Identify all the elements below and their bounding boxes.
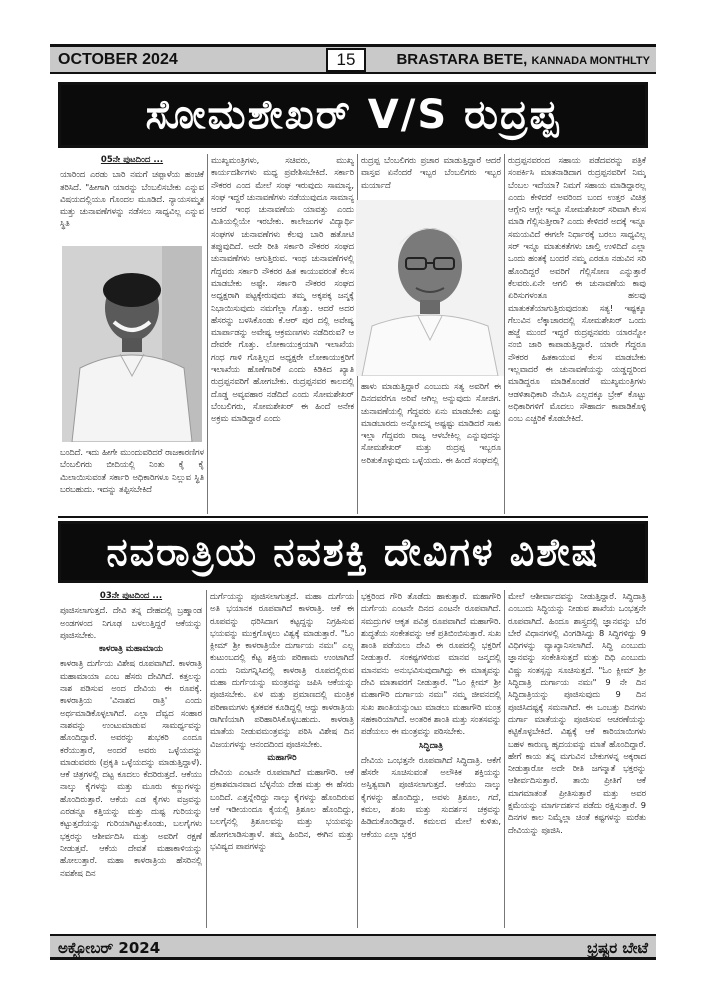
section-divider bbox=[58, 516, 648, 518]
article1-column-4 bbox=[508, 154, 646, 514]
subheading-mahagauri: ಮಹಾಗೌರಿ bbox=[267, 752, 297, 763]
article1-col3-top-text: ರುದ್ರಪ್ಪ ಬೆಂಬಲಿಗರು ಪ್ರಚಾರ ಮಾಡುತ್ತಿದ್ದಾರೆ ಆದರೆ ವಾಸ್ತವ ಏನೆಂದರೆ ಇಬ್ಬರ ಬೆಂಬಲಿಗರು ಇಬ್ಬರ ಮರ್ಯಾದೆ bbox=[361, 155, 501, 190]
portrait-man-spectacles-icon bbox=[356, 200, 504, 376]
photo-somashekar bbox=[62, 246, 202, 442]
header-date: OCTOBER 2024 bbox=[58, 51, 178, 68]
column-rule bbox=[206, 590, 207, 928]
subheading-kalaratri: ಕಾಳರಾತ್ರಿ ಮಹಾಮಾಯ bbox=[99, 644, 163, 655]
column-rule bbox=[207, 154, 208, 514]
column-rule bbox=[357, 590, 358, 928]
article2-col4-text: ಮೇಲೆ ಆಶೀರ್ವಾದವನ್ನು ನೀಡುತ್ತಿದ್ದಾರೆ. ಸಿದ್ಧಿದಾತ್ರಿ ಎಂಬುದು ಸಿದ್ಧಿಯನ್ನು ನೀಡುವ ಶಾಖೆಯ ಒಂಭತ್ತನೇ ರೂಪವಾಗಿದೆ. ಹಿಂದೂ ಶಾಸ್ತ್ರದಲ್ಲಿ ಜ್ಞಾನವನ್ನು ಬೆರ ಬೇರೆ ವಿಧಾನಗಳಲ್ಲಿ ವಿಂಗಡಿಸಿದ್ದು 8 ಸಿದ್ಧಿಗಳಿದ್ದು 9 ವಿಧಿಗಳನ್ನು ವ್ಯಾಖ್ಯಾನಿಸಲಾಗಿದೆ. ಸಿದ್ಧಿ ಎಂಬುದು ಜ್ಞಾನವನ್ನು ಸಂಕೇತಿಸುತ್ತದೆ ಮತ್ತು ದಿಧಿ ಎಂಬುದು ವಿಷ್ಣು ಸಂತಸ್ಸನ್ನು ಸೂಚಿಸುತ್ತದೆ. "ಓಂ ಕ್ಲೀಮ್ ಶ್ರೀ ಸಿದ್ಧಿದಾತ್ರಿ ದುರ್ಗಾಯ ನಮಃ" 9 ನೇ ದಿನ ಸಿದ್ಧಿದಾತ್ರಿಯನ್ನು ಪೂಜಿಸುವುದು 9 ದಿನ ಪೂಜಿಸಿದಷ್ಟಕ್ಕೆ ಸಮನಾಗಿದೆ. ಈ ಒಂಬತ್ತು ದಿನಗಳು ದುರ್ಗಾ ಮಾತೆಯನ್ನು ಪೂಜಿಸುವ ಆಚರಣೆಯನ್ನು ಕಟ್ಟಿಕೊಳ್ಳಬೇಕಿದೆ. ವಿಶ್ವಕ್ಕೆ ಆಕೆ ಕಾರಿಯಾಯಿಗಳು ಬಹಳ ಕಾರುಣ್ಯ ಹೃದಯವನ್ನು ಮಾತೆ ಹೊಂದಿದ್ದಾರೆ. ಹೇಗೆ ಕಾಯ ತನ್ನ ಮಗುವಿನ ಬೇಕುಗಳನ್ನ ಅಕ್ಕರಾದ ನೀಡುತ್ತಾರೋ ಅದೇ ರೀತಿ ಜಗನ್ಮಾತೆ ಭಕ್ತರನ್ನು ಆಶೀರ್ವದಿಸುತ್ತಾರೆ. ತಾಯಿ ಪ್ರೀತಿಗೆ ಆಕೆ ಮಾಗಮಾತಂತೆ ಪ್ರೀತಿಸುತ್ತಾರೆ ಮತ್ತು ಅವರ ಕ್ಷಮೆಯನ್ನು ಮಾರ್ಗದರ್ಶನ ಪಡೆದು ರಕ್ಷಿಸುತ್ತಾರೆ. 9 ದಿನಗಳ ಕಾಲ ನಿಮ್ಮೆಲ್ಲಾ ಚಿಂತೆ ಕಷ್ಟಗಳನ್ನು ಮರೆತು ದೇವಿಯನ್ನು ಪೂಜಿಸಿ. bbox=[508, 591, 646, 835]
article1-col1-top-text: ಯಾರಿಂದ ಎರಡು ಬಾರಿ ನಮಗೆ ಚಪ್ಪಾಳೆಯ ಹಂಚಿಕೆ ತರಿಸಿದೆ. "ಹೀಗಾಗಿ ಯಾರನ್ನು ಬೆಂಬಲಿಸಬೇಕು ಎನ್ನುವ ವಿಷಯದಲ್ಲಿಯೂ ಗೊಂದಲ ಮೂಡಿದೆ. ನ್ಯಾಯಸಮ್ಮತ ಮತ್ತು ಚುನಾವಣೆಗಳನ್ನು ನಡೆಸಲು ಸಾಧ್ಯವಿಲ್ಲ ಎನ್ನುವ ಸ್ಥಿತಿ bbox=[60, 169, 204, 229]
article2-body bbox=[58, 590, 648, 928]
article1-col3-bottom-text: ಹಾಳು ಮಾಡುತ್ತಿದ್ದಾರೆ ಎಂಬುದು ಸತ್ಯ ಅವರಿಗೆ ಈ ದಿನದವರೆಗೂ ಅರಿವೆ ಆಗಿಲ್ಲ ಅನ್ನುವುದು ಸೋಜಿಗ. ಚುನಾವಣೆಯಲ್ಲಿ ಗೆದ್ದವರು ಏನು ಮಾಡಬೇಕು ಎಷ್ಟು ಮಾಡಬಾರದು ಅನ್ನೋದನ್ನ ಅಷ್ಟಷ್ಟು ಮಾಡಿದರೆ ಸಾಕು ಇಲ್ಲಾ ಗೆದ್ದವರು ರಾಜ್ಯ ಆಳಬೇಕಿಲ್ಲ ಎನ್ನುವುದನ್ನು ಸೋಮಶೇಖರ್ ಮತ್ತು ರುದ್ರಪ್ಪ ಇಬ್ಬರೂ ಅರಿತುಕೊಳ್ಳುವುದು ಒಳ್ಳೆಯದು. ಈ ಹಿಂದೆ ಸಂಘದಲ್ಲಿ bbox=[361, 381, 501, 465]
article2-headline: ನವರಾತ್ರಿಯ ನವಶಕ್ತಿ ದೇವಿಗಳ ವಿಶೇಷ bbox=[106, 530, 600, 574]
article1-col1-bottom-text: ಬಂದಿದೆ. ಇದು ಹೀಗೇ ಮುಂದುವರಿದರೆ ರಾಜಕಾರಣಿಗಳ ಬೆಂಬಲಿಗರು ಬೀದಿಯಲ್ಲಿ ನಿಂತು ಕೈ ಕೈ ಮಿಲಾಯಿಸುವಂತೆ ಸರ್ಕಾರಿ ಅಧಿಕಾರಿಗಳೂ ನಿಲ್ಲುವ ಸ್ಥಿತಿ ಬರಬಹುದು. ಇದನ್ನು ತಪ್ಪಿಸಬೇಕಿದೆ bbox=[60, 447, 204, 494]
article2-column-3 bbox=[361, 590, 501, 928]
masthead-title: BRASTARA BETE, bbox=[396, 51, 528, 68]
article1-column-2 bbox=[211, 154, 354, 514]
article2-col3a-text: ಭಕ್ತರಿಂದ ಗೌರಿ ತೊಡೆದು ಹಾಕುತ್ತಾರೆ. ಮಹಾಗೌರಿ ದುರ್ಗೆಯ ಎಂಟನೇ ದಿನದ ಎಂಟನೇ ರೂಪವಾಗಿದೆ. ಸಮದ್ರುಗಳ ಆಕೃತ ಪವಿತ್ರ ರೂಪವಾಗಿದೆ ಮಹಾಗೌರಿ. ಶುದ್ಧತೆಯ ಸಂಕೇತವನ್ನು ಆಕೆ ಪ್ರತಿಬಿಂಬಿಸುತ್ತಾರೆ. ಸುಖ ಶಾಂತಿ ಪಡೆಯಲು ದೇವಿ ಈ ರೂಪದಲ್ಲಿ ಭಕ್ತರಿಗೆ ನೀಡುತ್ತಾರೆ. ಸಂಕಷ್ಟಗಳಿರುವ ಮಾನವ ಜನ್ಮದಲ್ಲಿ ಮಾನವನು ಅನುಭವಿಸುವುದಾಗಿದ್ದು ಈ ಮಾತೃವನ್ನು ದೇವಿ ಮಾತಾವರಗೆ ನೀಡುತ್ತಾರೆ. "ಓಂ ಕ್ಲೀಮ್ ಶ್ರೀ ಮಹಾಗೌರಿ ದುರ್ಗಾಯ ನಮಃ" ನಮ್ಮ ಜೀವನದಲ್ಲಿ ಸುಖ ಶಾಂತಿಯನ್ನುಂಟು ಮಾಡಲು ಮಹಾಗೌರಿ ಮಂತ್ರ ಸಹಕಾರಿಯಾಗಿದೆ. ಅಂತರಿಕ ಶಾಂತಿ ಮತ್ತು ಸಂತಸವನ್ನು ಪಡೆಯಲು ಈ ಮಂತ್ರವನ್ನು ಪಠಿಸಬೇಕು. bbox=[361, 591, 501, 737]
page-header bbox=[50, 44, 656, 74]
article2-col1a-text: ಪೂಜಿಸಲಾಗುತ್ತದೆ. ದೇವಿ ತನ್ನ ದೇಹದಲ್ಲಿ ಬ್ರಹ್ಮಾಂಡ ಅಂಡಗಳಂದ ನಿಗೂಢ ಬಳಲುತ್ತಿದ್ದರೆ ಆಕೆಯನ್ನು ಪೂಜಿಸಬೇಕು. bbox=[60, 605, 202, 640]
masthead bbox=[396, 51, 650, 68]
subheading-siddhidatri: ಸಿದ್ಧಿದಾತ್ರಿ bbox=[418, 740, 444, 751]
article1-headline-banner bbox=[58, 82, 648, 148]
column-rule bbox=[504, 590, 505, 928]
column-rule bbox=[504, 154, 505, 514]
article2-col1b-text: ಕಾಳರಾತ್ರಿ ದುರ್ಗೆಯ ವಿಶೇಷ ರೂಪವಾಗಿದೆ. ಕಾಳರಾತ್ರಿ ಮಹಾಮಾಯಾ ಎಂಬ ಹೆಸರು ದೇವಿಗಿದೆ. ಕತ್ತಲನ್ನು ನಾಶ ಪಡಿಸುವ ಅಂದ ದೇವಿಯ ಈ ರೂಪಕ್ಕೆ. ಕಾಳರಾತ್ರಿಯ 'ವಿನಾಶದ ರಾತ್ರಿ' ಎಂದು ಅರ್ಥಮಾಡಿಕೊಳ್ಳಲಾಗಿದೆ. ಎಲ್ಲಾ ದೆವ್ವದ ಸಂಹಾರ ನಾಶವನ್ನು ಉಂಟುಮಾಡುವ ಸಾಮರ್ಥ್ಯವನ್ನು ಹೊಂದಿದ್ದಾರೆ. ಅವರನ್ನು ಶುಭಕರಿ ಎಂದೂ ಕರೆಯುತ್ತಾರೆ, ಅಂದರೆ ಅವರು ಒಳ್ಳೆಯದನ್ನು ಮಾಡುವವರು (ಪ್ರಕೃತಿ ಒಳ್ಳೆಯದನ್ನು ಮಾಡುತ್ತಿದ್ದಾಳೆ). ಆಕೆ ಚಿತ್ರಗಳಲ್ಲಿ ದಟ್ಟ ಕೂದಲು ಕೆದರಿರುತ್ತದೆ. ಆಕೆಯು ನಾಲ್ಕು ಕೈಗಳನ್ನು ಮತ್ತು ಮೂರು ಕಣ್ಣುಗಳನ್ನು ಹೊಂದಿರುತ್ತಾರೆ. ಆಕೆಯ ಎಡ ಕೈಗಳು ವಜ್ರವನ್ನು ಎರಡನ್ನೂ ಕತ್ತಿಯನ್ನು ಮತ್ತು ದುಷ್ಟ ಗುರಿಯನ್ನು ಕಟ್ಟುತ್ತದೆಯನ್ನು ಗುರಿಯಾಗಿಟ್ಟುಕೊಂಡು, ಬಲಗೈಗಳು ಭಕ್ತರನ್ನು ಆಶೀರ್ವದಿಸಿ ಮತ್ತು ಅವರಿಗೆ ರಕ್ಷಣೆ ನೀಡುತ್ತವೆ. ಆಕೆಯ ದೇವತೆ ಮಹಾಕಾಳಿಯನ್ನು ಹೋಲುತ್ತಾರೆ. ಮಹಾ ಕಾಳರಾತ್ರಿಯ ಹೆಸರಿನಲ್ಲಿ ನವಶೇಷ ದಿನ bbox=[60, 658, 202, 878]
article1-continued-label: 05ನೇ ಪುಟದಿಂದ ... bbox=[100, 155, 164, 165]
masthead-subtitle: KANNADA MONTHLTY bbox=[531, 55, 650, 67]
article1-column-1-bottom bbox=[60, 446, 204, 514]
article2-column-1 bbox=[60, 590, 202, 928]
article1-col2-text: ಮುಖ್ಯಮಂತ್ರಿಗಳು, ಸಚಿವರು, ಮುಖ್ಯ ಕಾರ್ಯದರ್ಶಿಗಳು ಮಧ್ಯ ಪ್ರವೇಶಿಸಬೇಕಿದೆ. ಸರ್ಕಾರಿ ನೌಕರರ ಎಂದ ಮೇಲೆ ಸಂಘ ಇರುವುದು ಸಾಮಾನ್ಯ, ಸಂಘ ಇದ್ದರೆ ಚುನಾವಣೆಗಳು ನಡೆಯುವುದೂ ಸಾಮಾನ್ಯ ಆದರೆ ಇಂಥ ಚುನಾವಣೆಯ ಯಾವತ್ತು ಎಂದು ಮಿತಿಯಲ್ಲಿಯೇ ಇರಬೇಕು. ಕಾಲೇಜುಗಳ ವಿದ್ಯಾರ್ಥಿ ಸಂಘಗಳ ಚುನಾವಣೆಗಳು ಕೆಲವು ಬಾರಿ ಹತೋಟಿ ತಪ್ಪುವುದಿದೆ. ಅದೇ ರೀತಿ ಸರ್ಕಾರಿ ನೌಕರರ ಸಂಘದ ಚುನಾವಣೆಗಳು ಆಗುತ್ತಿರುವ. ಇಂಥ ಚುನಾವಣೆಗಳಲ್ಲಿ ಗೆದ್ದವರು ಸರ್ಕಾರಿ ನೌಕರರ ಹಿತ ಕಾಯುವರಂತೆ ಕೆಲಸ ಮಾಡಬೇಕು ಅಷ್ಟೇ. ಸರ್ಕಾರಿ ನೌಕರರ ಸಂಘದ ಅಧ್ಯಕ್ಷರಾಗಿ ಪಟ್ಟಕ್ಕೇರುವುದು ತಮ್ಮ ಅಕ್ಕಪಕ್ಕ ಜನ್ಮಕ್ಕೆ ನಿಭಾಯಿಸುವುದು ನಮಗೆಲ್ಲಾ ಗೊತ್ತು. ಆದರೆ ಅದರ ಹೆಸರನ್ನು ಬಳಸಿಕೊಂಡು ಕೆ.ಆರ್ ಪುರ ದಲ್ಲಿ ಅವೇಷ್ಯ ಮಾರ್ಪಾಡನ್ನು ಅವೇಷ್ಯ ಆಕ್ರಮಣಗಳು ನಡೆದಿರುವ? ಆ ದೇವರೇ ಗೊತ್ತು. ಲೋಕಾಯುಕ್ತಯಾಗಿ ಇಲಾಖೆಯ ಗಂಧ ಗಾಳಿ ಗೊತ್ತಿಲ್ಲದ ಅಧ್ಯಕ್ಷರೇ ಲೋಕಾಯುಕ್ತರಿಗೆ ಇಲಾಖೆಯ ಹೊಣೆಗಾರಿಕೆ ಎಂದು ಕಿಡಿಕಿದ ಖ್ಯಾತಿ ರುದ್ರಪ್ಪನವರಿಗೆ ಹೋಗಬೇಕು. ರುದ್ರಪ್ಪನವರ ಕಾಲದಲ್ಲಿ ದೊಡ್ಡ ಅವ್ಯವಹಾರ ನಡೆದಿದೆ ಎಂದು ಸೋಮಶೇಖರ್ ಬೆಂಬಲಿಗರು, ಸೋಮಶೇಖರ್ ಈ ಹಿಂದೆ ಅನೇಕ ಅಕ್ರಮ ಮಾಡಿದ್ದಾರೆ ಎಂದು bbox=[211, 155, 354, 424]
portrait-man-smiling-icon bbox=[62, 246, 202, 442]
photo-rudrappa bbox=[356, 200, 504, 376]
article2-continued-label: 03ನೇ ಪುಟದಿಂದ ... bbox=[99, 591, 163, 601]
article1-headline: ಸೋಮಶೇಖರ್ V/S ರುದ್ರಪ್ಪ bbox=[145, 92, 561, 138]
article2-col2a-text: ದುರ್ಗೆಯನ್ನು ಪೂಜಿಸಲಾಗುತ್ತದೆ. ಮಹಾ ದುರ್ಗೆಯ ಅತಿ ಭಯಾನಕ ರೂಪವಾಗಿದೆ ಕಾಳರಾತ್ರಿ. ಆಕೆ ಈ ರೂಪವನ್ನು ಧರಿಸಿದಾಗ ಕಟ್ಟದ್ದನ್ನು ನಿಗ್ರಹಿಸುವ ಭಯವನ್ನು ಮುಕ್ತಗೊಳ್ಳಲು ವಿಶ್ವಕ್ಕೆ ಮಾಡುತ್ತಾರೆ. "ಓಂ ಕ್ಲೀಮ್ ಶ್ರೀ ಕಾಳರಾತ್ರಿಯೇ ದುರ್ಗಾಯ ನಮಃ" ಎಲ್ಲ ಕುಟುಂಬದಲ್ಲಿ ಕೆಟ್ಟ ಶಕ್ತಿಯ ಪರಿಣಾಮ ಉಂಟಾಗಿದೆ ಎಂದು ನಿಮಗನ್ನಿಸಿದಲ್ಲಿ ಕಾಳರಾತ್ರಿ ರೂಪದಲ್ಲಿರುವ ಮಹಾ ದುರ್ಗೆಯನ್ನು ಮಂತ್ರವನ್ನು ಜಪಿಸಿ ಆಕೆಯನ್ನು ಪೂಜಿಸಬೇಕು. ಏಳ ಮತ್ತು ಪ್ರಮಾಣದಲ್ಲಿ ಮಂತ್ರಿಕ ಪರಿಣಾಮಗಳು ಕೃತಕವಕ ಕೂಡಿದ್ದಲ್ಲಿ ಆದ್ದು ಕಾಳರಾತ್ರಿಯ ರಾಗಿಣಿಯಾಗಿ ಪರಿಹಾರಿಸಿಕೊಳ್ಳಬಹುದು. ಕಾಳರಾತ್ರಿ ಮಾತೆಯ ನೀಡುವಮಂತ್ರವನ್ನು ಪಠಿಸಿ ವಿಶೇಷ ದಿನ ವಿಜಯಗಳನ್ನು ಆನಂದದಿಂದ ಪೂಜಿಸಬೇಕು. bbox=[210, 591, 354, 749]
footer-date: ಅಕ್ಟೋಬರ್ 2024 bbox=[58, 939, 161, 957]
article2-col3b-text: ದೇವಿಯ ಒಂಭತ್ತನೇ ರೂಪವಾಗಿದೆ ಸಿದ್ಧಿದಾತ್ರಿ. ಆಕೆಗೆ ಹೆಸರೇ ಸೂಚಿಸುವಂತೆ ಅಲೌಕಿಕ ಶಕ್ತಿಯನ್ನು ಅಸ್ತಿತ್ವವಾಗಿ ಪೂಜಿಸಲಾಗುತ್ತದೆ. ಆಕೆಯು ನಾಲ್ಕು ಕೈಗಳನ್ನು ಹೊಂದಿದ್ದು, ಅವಳು ತ್ರಿಶೂಲ, ಗದೆ, ಕಮಲ, ಶಂಖ ಮತ್ತು ಸುದರ್ಶನ ಚಕ್ರವನ್ನು ಹಿಡಿದುಕೊಂಡಿದ್ದಾರೆ. ಕಮಲದ ಮೇಲೆ ಕುಳಿತು, ಆಕೆಯು ಎಲ್ಲಾ ಭಕ್ತರ bbox=[361, 754, 501, 839]
article2-column-4 bbox=[508, 590, 646, 928]
article2-column-2 bbox=[210, 590, 354, 928]
article2-col2b-text: ದೇವಿಯ ಎಂಟನೇ ರೂಪವಾಗಿದೆ ಮಹಾಗೌರಿ. ಆಕೆ ಪ್ರಕಾಶಮಾನವಾದ ಬೆಳ್ಳನೆಯ ದೇಹ ಮತ್ತು ಈ ಹೆಸರು ಬಂದಿದೆ. ಎತ್ತನ್ನೇರಿದ್ದು ನಾಲ್ಕು ಕೈಗಳನ್ನು ಹೊಂದಿರುವ ಆಕೆ ಇಡೀಯಂದೂ ಕೈಯಲ್ಲಿ ತ್ರಿಶೂಲ ಹೊಂದಿದ್ದು, ಬಲಗೈನಲ್ಲಿ ತ್ರಿಶೂಲವನ್ನು ಮತ್ತು ಭಯವನ್ನು ಹೋಗಲಾಡಿಸುತ್ತಾಳೆ. ತಮ್ಮ ಹಿಂದಿನ, ಈಗಿನ ಮತ್ತು ಭವಿಷ್ಯದ ಪಾಪಗಳನ್ನು bbox=[210, 767, 354, 851]
page-footer bbox=[50, 934, 656, 960]
article1-column-3-bottom bbox=[361, 380, 501, 514]
footer-masthead: ಭ್ರಷ್ಟರ ಬೇಟೆ bbox=[587, 939, 648, 957]
article2-headline-banner bbox=[58, 521, 648, 583]
page-number: 15 bbox=[326, 48, 366, 72]
article1-body bbox=[58, 154, 648, 514]
article1-col4-text: ರುದ್ರಪ್ಪನವರಂದ ಸಹಾಯ ಪಡೆದವರನ್ನು ಪತ್ರಿಕೆ ಸಂಪರ್ಕಿಸಿ ಮಾತನಾಡಿದಾಗ ರುದ್ರಪ್ಪನವರಿಗೆ ನಿಮ್ಮ ಬೆಂಬಲ ಇದೆಯಾ? ನಿಮಗೆ ಸಹಾಯ ಮಾಡಿದ್ದಾರಲ್ಲ ಎಂದು ಕೇಳಿದರೆ ಅವರಿಂದ ಬಂದ ಉತ್ತರ ವಿಚಿತ್ರ ಆಗ್ಲೇನಿ ಆಗ್ಲೇ ಇನ್ನೂ ಸೋಮಶೇಖರ್ ಸರಿವಾಗಿ ಕೆಲಸ ಮಾಡಿ ಗೆಲ್ಲಿಸುತ್ತೀರಾ? ಎಂದು ಕೇಳಿದರೆ ಅದಕ್ಕೆ ಇನ್ನೂ ಸಮಯವಿದೆ ಈಗಲೇ ನಿರ್ಧಾರಕ್ಕೆ ಬರಲು ಸಾಧ್ಯವಿಲ್ಲ ಸರ್ ಇನ್ನೂ ಮಾತುಕತೆಗಳು ಚಾಲ್ತಿ ಉಳಿದಿದೆ ಎಲ್ಲಾ ಒಂದು ಹಂತಕ್ಕೆ ಬಂದರೆ ನಮ್ಮ ಎರಡೂ ನಡುವಿನ ಸರಿ ಹೊಂದಿದ್ದರೆ ಅವರಿಗೆ ಗೆಲ್ಲಿಸೋಣ ಎನ್ನುತ್ತಾರೆ ಕೆಲವರು.ಏನೇ ಆಗಲಿ ಈ ಚುನಾವಣೆಯ ಕಾವು ಏರಿಸುಗಳಂತೂ ಹಲವು ಮಾತುಕತೆಯಾಗುತ್ತಿರುವುದಂತು ಸತ್ಯ! ಇಷ್ಟಕ್ಕೂ ಗೆಲುವಿನ ಲೆಕ್ಕಾಚಾರದಲ್ಲಿ ಸೋಮಶೇಖರ್ ಒಂದು ಹಜ್ಜೆ ಮುಂದೆ ಇದ್ದರೆ ರುದ್ರಪ್ಪನವರು ಯಾರನ್ನೋ ನಂಬಿ ಜಾರಿ ಕಾಪಾಡುತ್ತಿದ್ದಾರೆ. ಯಾರೇ ಗೆದ್ದರೂ ನೌಕರರ ಹಿತಕಾಯುವ ಕೆಲಸ ಮಾಡಬೇಕು ಇಲ್ಲವಾದರೆ ಈ ಚುನಾವಣೆಯನ್ನು ಯಡ್ಡದ್ದರಿಂದ ಮಾಡಿದ್ದರೂ ಮಾಡಿಕೊಂಡರೆ ಮುಖ್ಯಮಂತ್ರಿಗಳು ಆಡಳಿತಾಧಿಕಾರಿ ನೇಮಿಸಿ ಎಲ್ಲದಕ್ಕೂ ಬ್ರೇಕ್ ಕೊಟ್ಟು ಅಧಿಕಾರಿಗಳಿಗೆ ಮೊದಲು ಸೌಹಾರ್ದ ಕಾಪಾಡಿಕೊಳ್ಳಿ ಎಂಬ ಎಚ್ಚರಿಕೆ ಕೊಡಬೇಕಿದೆ. bbox=[508, 155, 646, 424]
